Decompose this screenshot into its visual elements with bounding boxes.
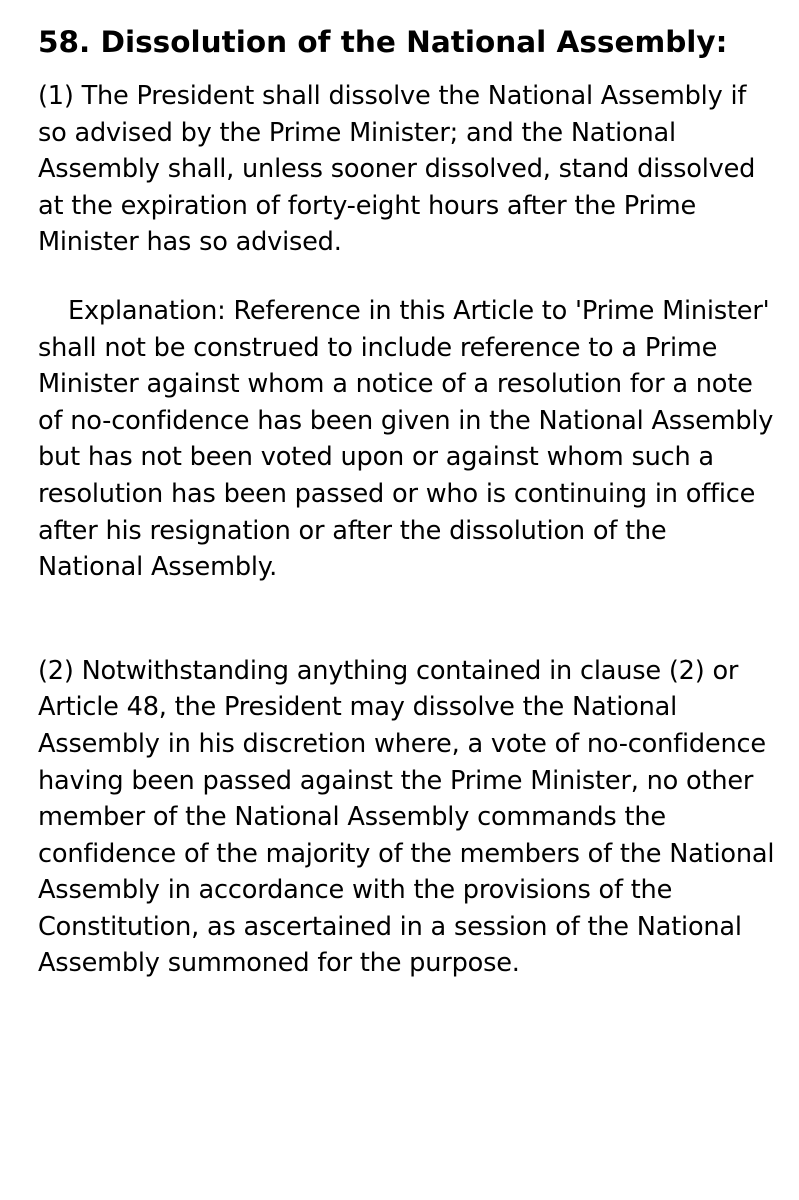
- article-title: 58. Dissolution of the National Assembly:: [38, 25, 728, 59]
- clause-2-text: (2) Notwithstanding anything contained in clause (2) or Article 48, the President may dissolve the National Assembly in his discretion where, a vote of no-confidence having been passed against the Prime Minister, no other member of the National Assembly commands the confidence of the majority of the members of the National Assembly in accordance with the provisions of the Constitution, as ascertained in a session of the National Assembly summoned for the purpose.: [38, 655, 775, 979]
- clause-1-text: (1) The President shall dissolve the National Assembly if so advised by the Prime Minister; and the National Assembly shall, unless sooner dissolved, stand dissolved at the expiration of forty-eight hours after the Prime Minister has so advised.: [38, 81, 756, 258]
- paragraph-spacer: [38, 586, 778, 653]
- paragraph-spacer: [38, 261, 778, 293]
- document-page: [38, 22, 778, 982]
- explanation-text: Explanation: Reference in this Article to 'Prime Minister' shall not be construed to include reference to a Prime Minister against whom a notice of a resolution for a note of no-confidence has been given in the National Assembly but has not been voted upon or against whom such a resolution has been passed or who is continuing in office after his resignation or after the dissolution of the National Assembly.: [38, 295, 774, 583]
